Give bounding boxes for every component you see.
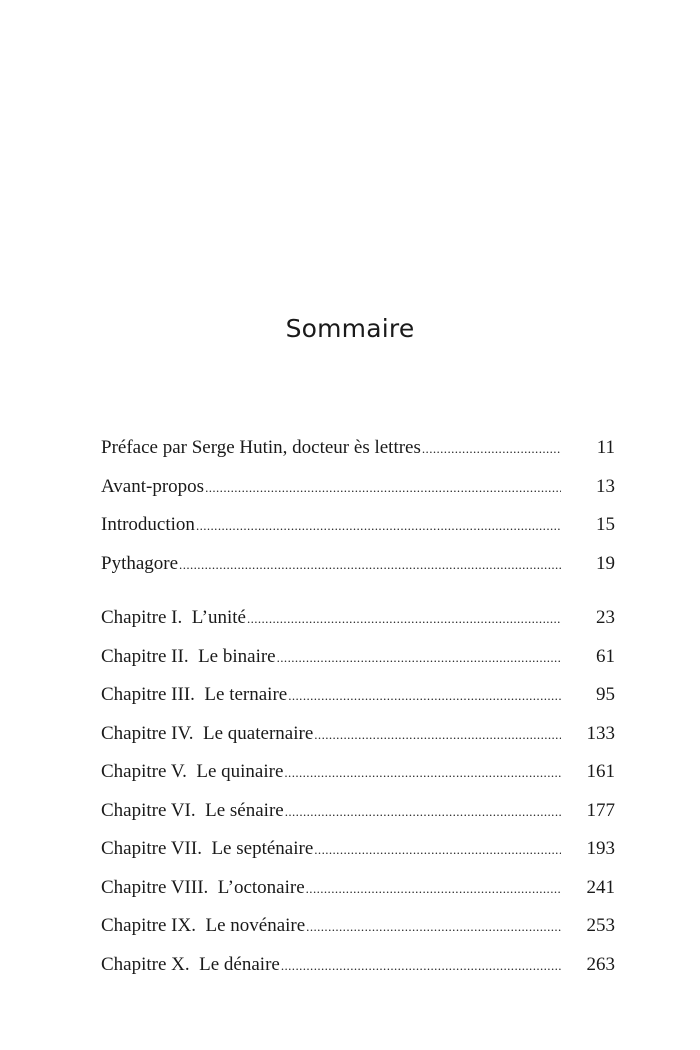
toc-entry-page: 263 (586, 953, 615, 975)
dot-leader (277, 643, 561, 673)
toc-entry[interactable] (101, 510, 615, 549)
toc-entry-page: 11 (596, 437, 615, 458)
dot-leader (205, 473, 561, 503)
toc-entry[interactable] (101, 796, 615, 835)
toc-entry[interactable] (101, 834, 615, 873)
toc-entry-page: 13 (596, 475, 615, 497)
toc-entry[interactable] (101, 719, 615, 758)
toc-entry-page: 241 (586, 876, 615, 898)
front-matter-list (101, 433, 615, 587)
chapters-list (101, 603, 615, 988)
toc-entry-label: Chapitre VIII. L’octonaire (101, 876, 305, 898)
toc-entry-label: Avant-propos (101, 475, 205, 497)
toc-entry-page: 177 (586, 799, 615, 821)
toc-entry[interactable] (101, 642, 615, 681)
dot-leader (281, 951, 561, 981)
dot-leader (247, 604, 561, 634)
toc-entry-page: 161 (586, 761, 615, 782)
page-title: Sommaire (285, 314, 415, 343)
toc-entry-page: 95 (596, 684, 615, 705)
toc-entry-page: 19 (596, 552, 615, 574)
dot-leader (288, 681, 561, 711)
dot-leader (314, 720, 561, 750)
toc-entry-page: 133 (586, 722, 615, 744)
toc-entry[interactable] (101, 911, 615, 950)
toc-entry-label: Chapitre IX. Le novénaire (101, 915, 306, 936)
toc-entry[interactable] (101, 757, 615, 796)
toc-entry-page: 253 (586, 915, 615, 936)
toc-entry-page: 61 (596, 645, 615, 667)
toc-entry[interactable] (101, 950, 615, 989)
toc-entry-page: 23 (596, 607, 615, 628)
toc-entry-label: Chapitre III. Le ternaire (101, 684, 288, 705)
toc-entry-label: Pythagore (101, 552, 179, 574)
toc-entry[interactable] (101, 873, 615, 912)
dot-leader (422, 434, 561, 464)
toc-entry-label: Préface par Serge Hutin, docteur ès lettres (101, 437, 421, 458)
toc-entry-label: Chapitre V. Le quinaire (101, 761, 284, 782)
dot-leader (314, 835, 561, 865)
toc-entry-page: 15 (596, 514, 615, 535)
toc-entry-label: Chapitre II. Le binaire (101, 645, 276, 667)
toc-entry-label: Introduction (101, 514, 195, 535)
table-of-contents (101, 433, 615, 988)
toc-entry[interactable] (101, 603, 615, 642)
toc-entry-label: Chapitre VII. Le septénaire (101, 838, 314, 859)
toc-entry-label: Chapitre X. Le dénaire (101, 953, 280, 975)
dot-leader (306, 874, 561, 904)
toc-entry[interactable] (101, 680, 615, 719)
toc-entry-label: Chapitre I. L’unité (101, 607, 246, 628)
dot-leader (306, 912, 561, 942)
toc-entry[interactable] (101, 472, 615, 511)
dot-leader (284, 758, 561, 788)
toc-entry[interactable] (101, 549, 615, 588)
toc-entry[interactable] (101, 433, 615, 472)
toc-entry-label: Chapitre IV. Le quaternaire (101, 722, 314, 744)
toc-entry-label: Chapitre VI. Le sénaire (101, 799, 284, 821)
dot-leader (196, 511, 561, 541)
dot-leader (179, 550, 561, 580)
dot-leader (285, 797, 561, 827)
toc-entry-page: 193 (586, 838, 615, 859)
